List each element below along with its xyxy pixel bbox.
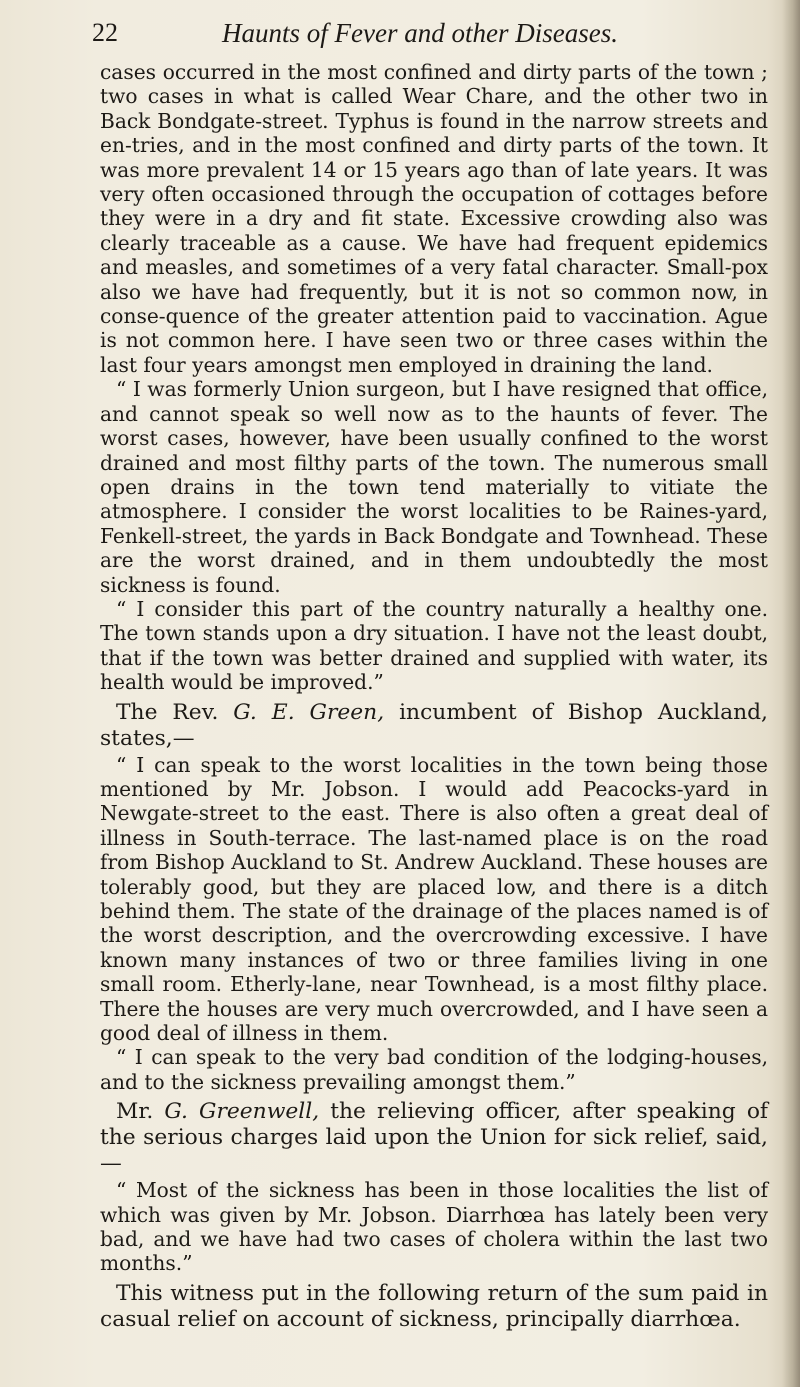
- statement-prefix: The Rev.: [116, 699, 234, 725]
- statement-suffix: incumbent of Bishop Auckland, states,—: [100, 699, 768, 751]
- paragraph: cases occurred in the most confined and dirty parts of the town ; two cases in what is called Wear Chare, and the other two in Back Bondgate-street. Typhus is found in the narrow streets and en-tries, and in the most confined and dirty parts of the town. It was more prevalent 14 or 15 years ago than of late years. It was very often occasioned through the occupation of cottages before they were in a dry and fit state. Excessive crowding also was clearly traceable as a cause. We have had frequent epidemics and measles, and sometimes of a very fatal character. Small-pox also we have had frequently, but it is not so common now, in conse-quence of the greater attention paid to vaccination. Ague is not common here. I have seen two or three cases within the last four years amongst men employed in draining the land.: [100, 60, 768, 377]
- witness-statement-heading: This witness put in the following return of the sum paid in casual relief on account of sickness, principally diarrhœa.: [100, 1280, 768, 1332]
- paragraph: “ I can speak to the worst localities in the town being those mentioned by Mr. Jobson. I would add Peacocks-yard in Newgate-street to the east. There is also often a great deal of illness in South-terrace. The last-named place is on the road from Bishop Auckland to St. Andrew Auckland. These houses are tolerably good, but they are placed low, and there is a ditch behind them. The state of the drainage of the places named is of the worst description, and the overcrowding excessive. I have known many instances of two or three families living in one small room. Etherly-lane, near Townhead, is a most filthy place. There the houses are very much overcrowded, and I have seen a good deal of illness in them.: [100, 752, 768, 1046]
- witness-statement-heading: [100, 700, 768, 752]
- page-header: [0, 14, 800, 54]
- paragraph: “ Most of the sickness has been in those localities the list of which was given by Mr. Jobson. Diarrhœa has lately been very bad, and we have had two cases of cholera within the last two months.”: [100, 1178, 768, 1276]
- paragraph: “ I can speak to the very bad condition of the lodging-houses, and to the sickness prevailing amongst them.”: [100, 1045, 768, 1094]
- statement-prefix: Mr.: [116, 1099, 165, 1125]
- witness-name: G. Greenwell,: [164, 1099, 320, 1125]
- body-text: [100, 60, 768, 1334]
- paragraph: “ I was formerly Union surgeon, but I have resigned that office, and cannot speak so well now as to the haunts of fever. The worst cases, however, have been usually confined to the worst drained and most filthy parts of the town. The numerous small open drains in the town tend materially to vitiate the atmosphere. I consider the worst localities to be Raines-yard, Fenkell-street, the yards in Back Bondgate and Townhead. These are the worst drained, and in them undoubtedly the most sickness is found.: [100, 377, 768, 597]
- paragraph: “ I consider this part of the country naturally a healthy one. The town stands upon a dry situation. I have not the least doubt, that if the town was better drained and supplied with water, its health would be improved.”: [100, 596, 768, 695]
- witness-statement-heading: [100, 1099, 768, 1177]
- running-title: Haunts of Fever and other Diseases.: [222, 18, 618, 48]
- witness-name: G. E. Green,: [233, 699, 385, 725]
- statement-suffix: the relieving officer, after speaking of the serious charges laid upon the Union for sick relief, said,—: [100, 1099, 769, 1177]
- page-edge-shadow: [782, 0, 800, 1387]
- page-number: 22: [92, 18, 118, 47]
